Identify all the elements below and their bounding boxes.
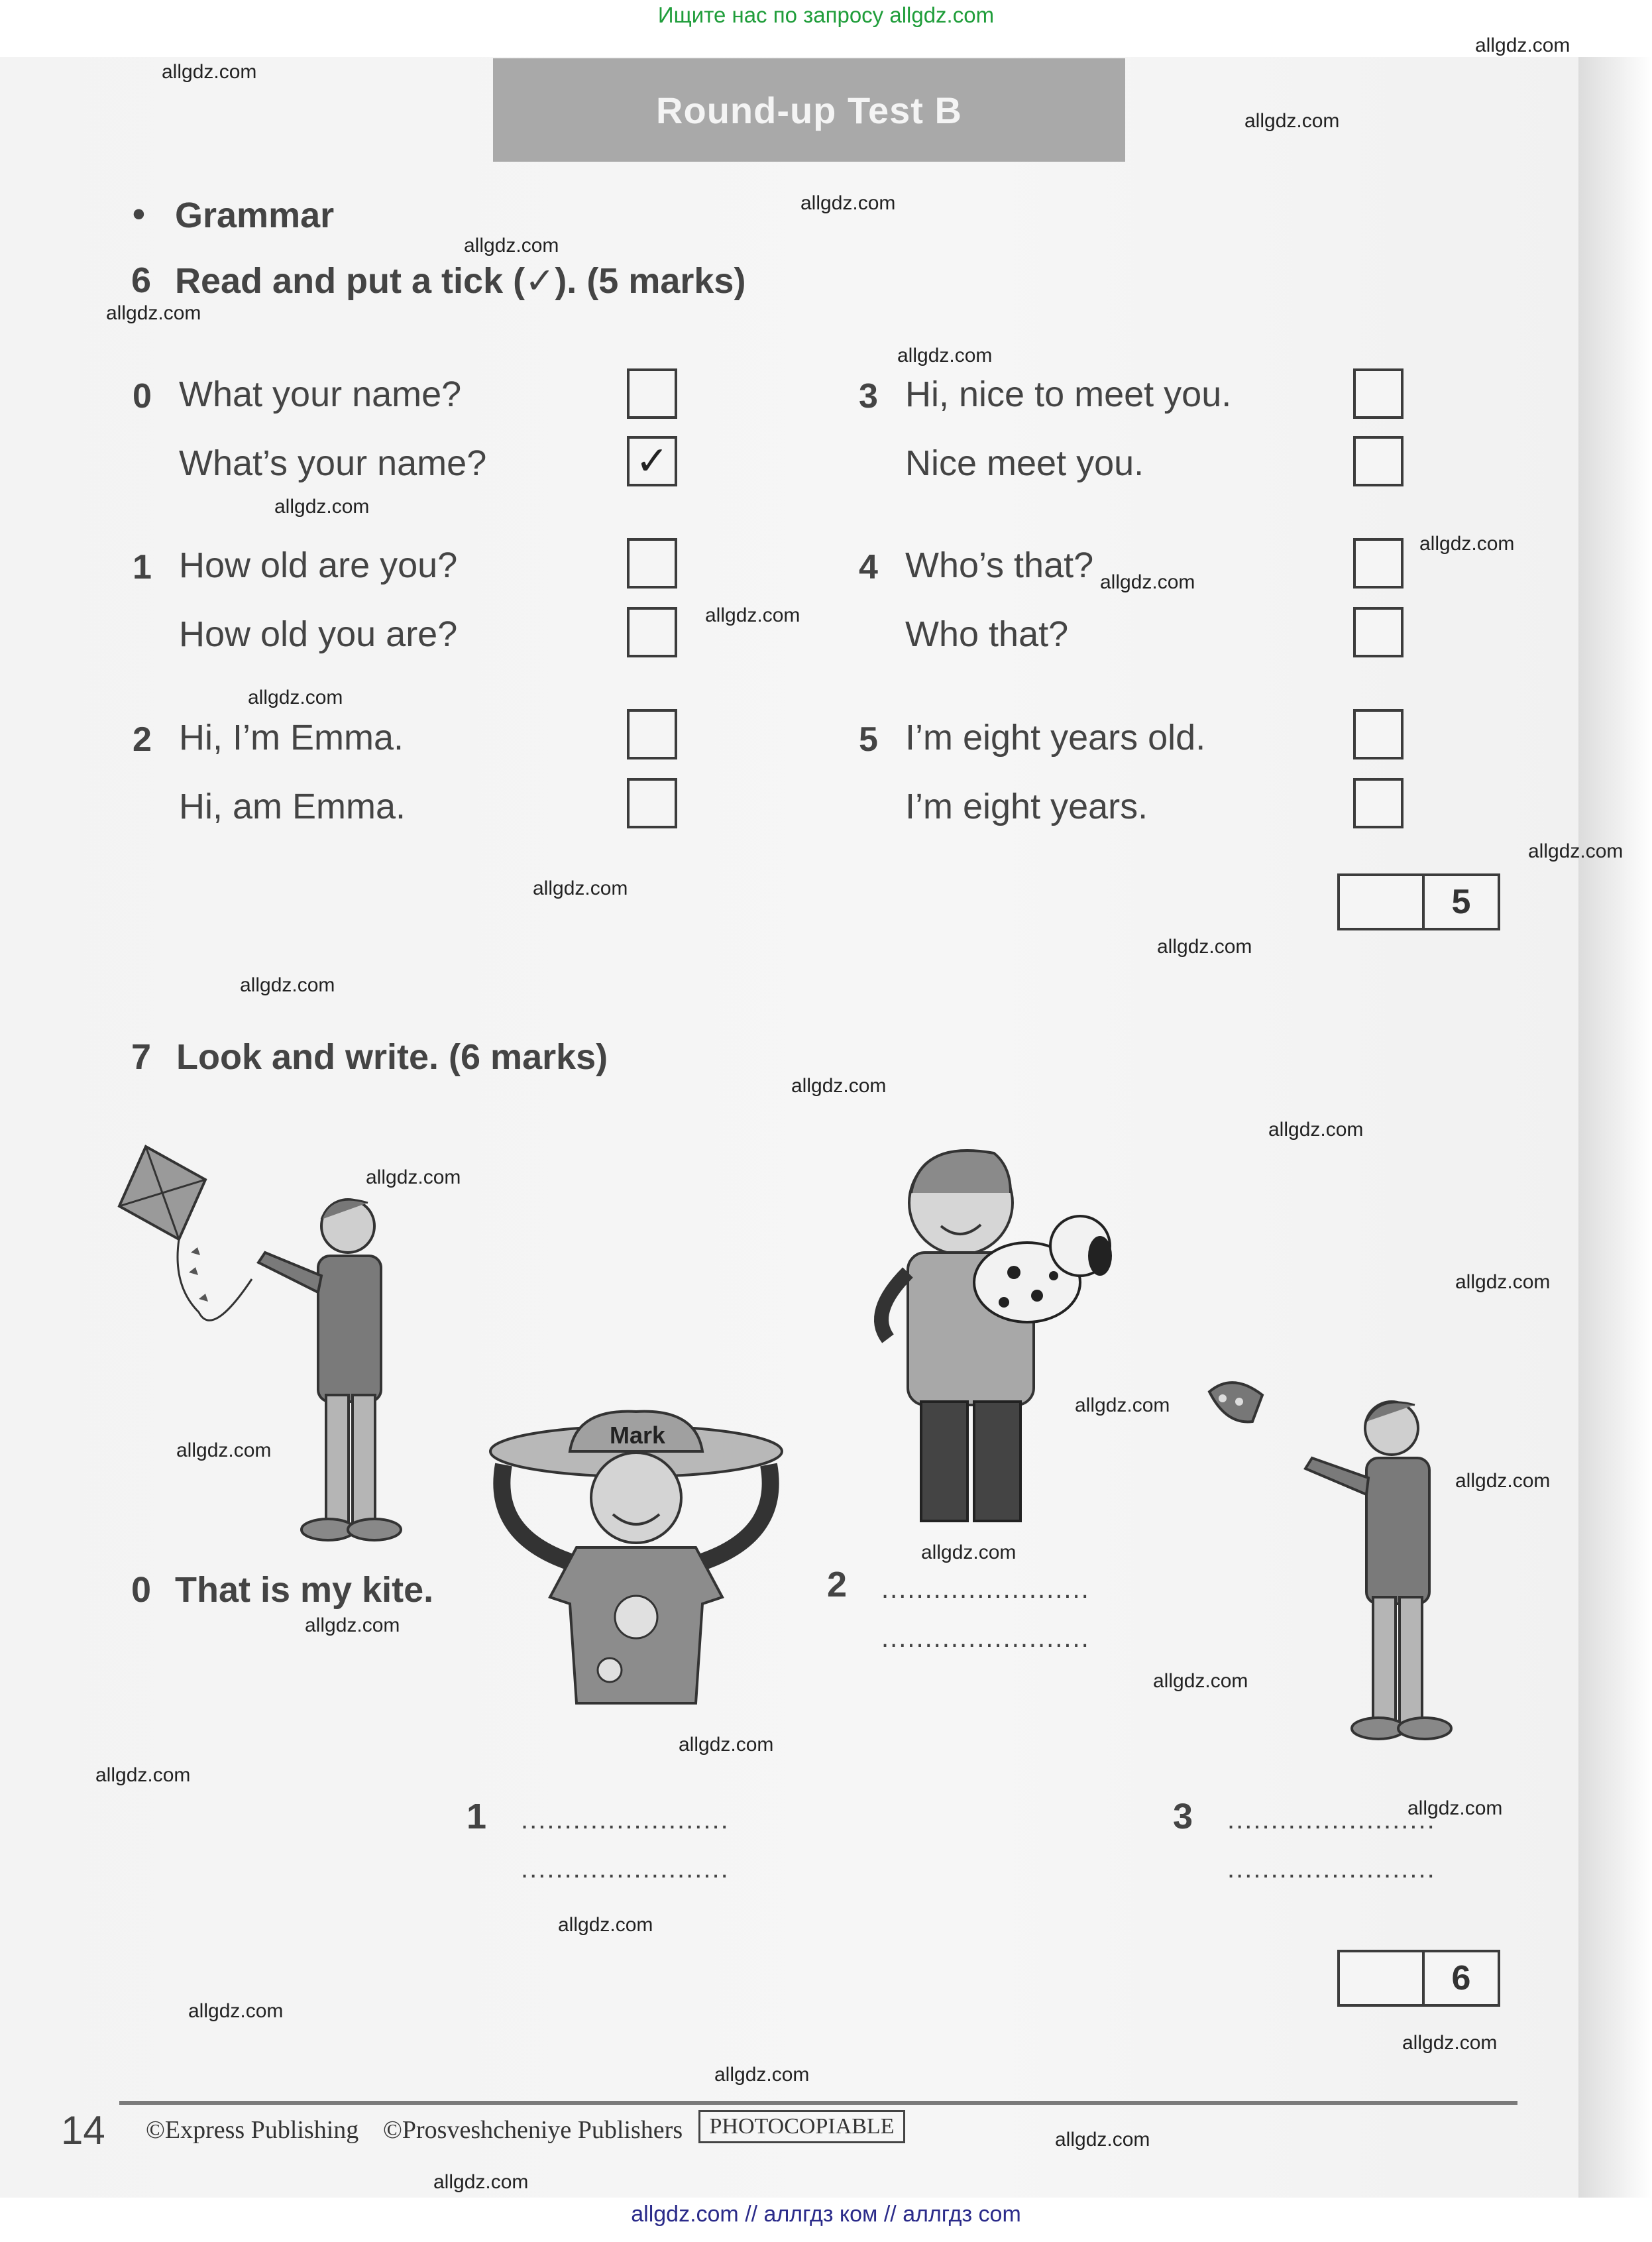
- watermark: allgdz.com: [714, 2064, 810, 2086]
- site-footer-note: allgdz.com // аллгдз ком // аллгдз com: [631, 2202, 1021, 2227]
- watermark: allgdz.com: [433, 2171, 529, 2193]
- tick-box[interactable]: [1353, 778, 1404, 828]
- exercise-number: 7: [131, 1037, 152, 1077]
- score-box: [1337, 873, 1500, 930]
- test-title: Round-up Test B: [493, 58, 1125, 162]
- tick-box[interactable]: [627, 778, 677, 828]
- watermark: allgdz.com: [464, 235, 559, 256]
- option-a: Who’s that?: [905, 545, 1094, 585]
- answer-number: 2: [827, 1565, 848, 1604]
- option-a: I’m eight years old.: [905, 718, 1206, 757]
- watermark: allgdz.com: [1075, 1394, 1170, 1416]
- watermark: allgdz.com: [240, 974, 335, 996]
- search-hint: Ищите нас по запросу allgdz.com: [657, 3, 995, 27]
- item-number: 2: [133, 720, 152, 759]
- watermark: allgdz.com: [274, 496, 370, 518]
- section-heading: Grammar: [175, 196, 335, 235]
- answer-number: 3: [1173, 1797, 1193, 1836]
- item-number: 4: [859, 548, 878, 587]
- answer-line[interactable]: ........................: [521, 1854, 730, 1883]
- example-number: 0: [131, 1570, 152, 1610]
- answer-number: 1: [467, 1797, 487, 1836]
- option-a: What your name?: [179, 374, 462, 414]
- watermark: allgdz.com: [1402, 2032, 1498, 2054]
- watermark: allgdz.com: [1419, 533, 1515, 555]
- watermark: allgdz.com: [162, 61, 257, 83]
- item-number: 0: [133, 377, 152, 416]
- option-b: Nice meet you.: [905, 443, 1144, 483]
- item-number: 3: [859, 377, 878, 416]
- exercise-title: Look and write. (6 marks): [176, 1037, 608, 1077]
- option-a: Hi, I’m Emma.: [179, 718, 404, 757]
- exercise-number: 6: [131, 260, 152, 300]
- watermark: allgdz.com: [1407, 1797, 1503, 1819]
- answer-line[interactable]: ........................: [521, 1805, 730, 1834]
- watermark: allgdz.com: [176, 1439, 272, 1461]
- option-b: What’s your name?: [179, 443, 487, 483]
- tick-box[interactable]: [627, 538, 677, 589]
- watermark: allgdz.com: [305, 1614, 400, 1636]
- watermark: allgdz.com: [248, 687, 343, 708]
- option-b: Who that?: [905, 614, 1069, 654]
- page-number: 14: [61, 2108, 105, 2153]
- tick-box-checked[interactable]: ✓: [627, 436, 677, 486]
- tick-box[interactable]: [1353, 436, 1404, 486]
- watermark: allgdz.com: [705, 604, 800, 626]
- watermark: allgdz.com: [533, 877, 628, 899]
- item-number: 5: [859, 720, 878, 759]
- boy-with-hat-illustration: [477, 1405, 795, 1716]
- item-number: 1: [133, 548, 152, 587]
- watermark: allgdz.com: [95, 1764, 191, 1786]
- exercise-title: Read and put a tick (✓). (5 marks): [175, 261, 746, 301]
- boy-with-dog-illustration: [861, 1140, 1166, 1524]
- watermark: allgdz.com: [1268, 1119, 1364, 1141]
- watermark: allgdz.com: [1528, 840, 1624, 862]
- watermark: allgdz.com: [106, 302, 201, 324]
- tick-box[interactable]: [1353, 368, 1404, 419]
- hat-label: Mark: [610, 1422, 666, 1449]
- score-field[interactable]: [1340, 876, 1425, 928]
- boy-with-cap-illustration: [1193, 1365, 1471, 1750]
- watermark: allgdz.com: [1455, 1271, 1551, 1293]
- answer-line[interactable]: ........................: [881, 1575, 1090, 1604]
- answer-line[interactable]: ........................: [1227, 1854, 1436, 1883]
- score-total: 5: [1451, 883, 1471, 921]
- option-b: I’m eight years.: [905, 787, 1148, 826]
- option-b: Hi, am Emma.: [179, 787, 406, 826]
- watermark: allgdz.com: [558, 1914, 653, 1936]
- watermark: allgdz.com: [366, 1166, 461, 1188]
- answer-line[interactable]: ........................: [1227, 1805, 1436, 1834]
- watermark: allgdz.com: [188, 2000, 284, 2022]
- boy-with-kite-illustration: [106, 1140, 411, 1551]
- score-field[interactable]: [1340, 1952, 1425, 2004]
- footer-rule: [119, 2101, 1517, 2105]
- score-total: 6: [1451, 1959, 1471, 1997]
- option-a: Hi, nice to meet you.: [905, 374, 1232, 414]
- answer-line[interactable]: ........................: [881, 1624, 1090, 1653]
- section-bullet: •: [133, 194, 145, 234]
- watermark: allgdz.com: [1055, 2129, 1150, 2151]
- publisher-credit: ©Express Publishing: [146, 2116, 359, 2144]
- tick-box[interactable]: [1353, 607, 1404, 657]
- option-a: How old are you?: [179, 545, 458, 585]
- example-sentence: That is my kite.: [175, 1570, 434, 1610]
- tick-box[interactable]: [627, 368, 677, 419]
- watermark: allgdz.com: [791, 1075, 887, 1097]
- tick-box[interactable]: [1353, 709, 1404, 759]
- watermark: allgdz.com: [1244, 110, 1340, 132]
- watermark: allgdz.com: [1100, 571, 1195, 593]
- watermark: allgdz.com: [1475, 34, 1570, 56]
- watermark: allgdz.com: [921, 1541, 1017, 1563]
- page-edge: [1578, 57, 1652, 2198]
- photocopiable-label: PHOTOCOPIABLE: [698, 2110, 905, 2143]
- watermark: allgdz.com: [1153, 1670, 1248, 1692]
- option-b: How old you are?: [179, 614, 458, 654]
- publisher-credit: ©Prosveshcheniye Publishers: [383, 2116, 683, 2144]
- score-box: [1337, 1950, 1500, 2007]
- watermark: allgdz.com: [1455, 1470, 1551, 1492]
- tick-box[interactable]: [627, 709, 677, 759]
- tick-box[interactable]: [627, 607, 677, 657]
- watermark: allgdz.com: [897, 345, 993, 366]
- watermark: allgdz.com: [1157, 936, 1252, 958]
- watermark: allgdz.com: [679, 1734, 774, 1756]
- tick-box[interactable]: [1353, 538, 1404, 589]
- watermark: allgdz.com: [800, 192, 896, 214]
